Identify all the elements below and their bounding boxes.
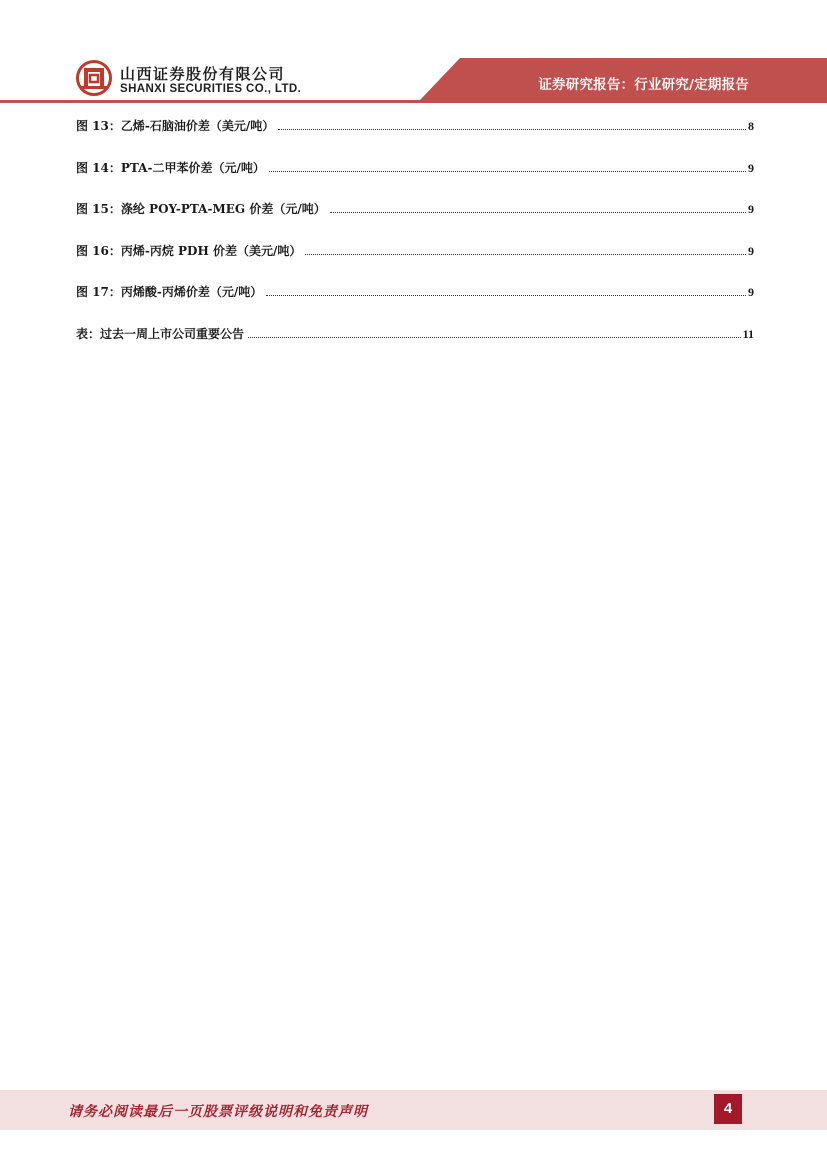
toc-entry[interactable] xyxy=(76,117,754,159)
figure-table-of-contents xyxy=(76,117,754,366)
toc-leader-dots xyxy=(278,129,746,130)
toc-entry-page: 8 xyxy=(748,119,754,133)
toc-entry-label: 表：过去一周上市公司重要公告 xyxy=(76,326,245,341)
page-footer xyxy=(0,1090,827,1130)
toc-entry-label: 图 15：涤纶 POY-PTA-MEG 价差（元/吨） xyxy=(76,202,326,216)
toc-leader-dots xyxy=(330,212,746,213)
page-number: 4 xyxy=(714,1094,742,1124)
toc-entry[interactable] xyxy=(76,200,754,242)
toc-leader-dots xyxy=(248,337,741,338)
toc-entry[interactable] xyxy=(76,283,754,325)
toc-leader-dots xyxy=(305,254,746,255)
toc-entry-page: 9 xyxy=(748,285,754,299)
company-name-en: SHANXI SECURITIES CO., LTD. xyxy=(120,83,302,95)
toc-entry-page: 9 xyxy=(748,202,754,216)
toc-leader-dots xyxy=(266,295,746,296)
toc-leader-dots xyxy=(269,171,746,172)
toc-entry-label: 图 17：丙烯酸-丙烯价差（元/吨） xyxy=(76,285,263,299)
toc-entry-label: 图 13：乙烯-石脑油价差（美元/吨） xyxy=(76,119,275,133)
toc-entry-page: 9 xyxy=(748,243,754,258)
disclaimer-notice: 请务必阅读最后一页股票评级说明和免责声明 xyxy=(68,1104,368,1120)
company-name-cn: 山西证券股份有限公司 xyxy=(120,65,286,83)
shanxi-securities-logo-icon xyxy=(76,60,112,96)
toc-entry[interactable] xyxy=(76,159,754,201)
toc-entry-page: 9 xyxy=(748,160,754,175)
report-type: 证券研究报告：行业研究/定期报告 xyxy=(538,77,749,93)
toc-entry-page: 11 xyxy=(742,326,754,341)
page-header xyxy=(0,0,827,106)
toc-entry[interactable] xyxy=(76,325,754,367)
toc-entry[interactable] xyxy=(76,242,754,284)
toc-entry-label: 图 16：丙烯-丙烷 PDH 价差（美元/吨） xyxy=(76,243,302,258)
toc-entry-label: 图 14：PTA-二甲苯价差（元/吨） xyxy=(76,160,265,175)
